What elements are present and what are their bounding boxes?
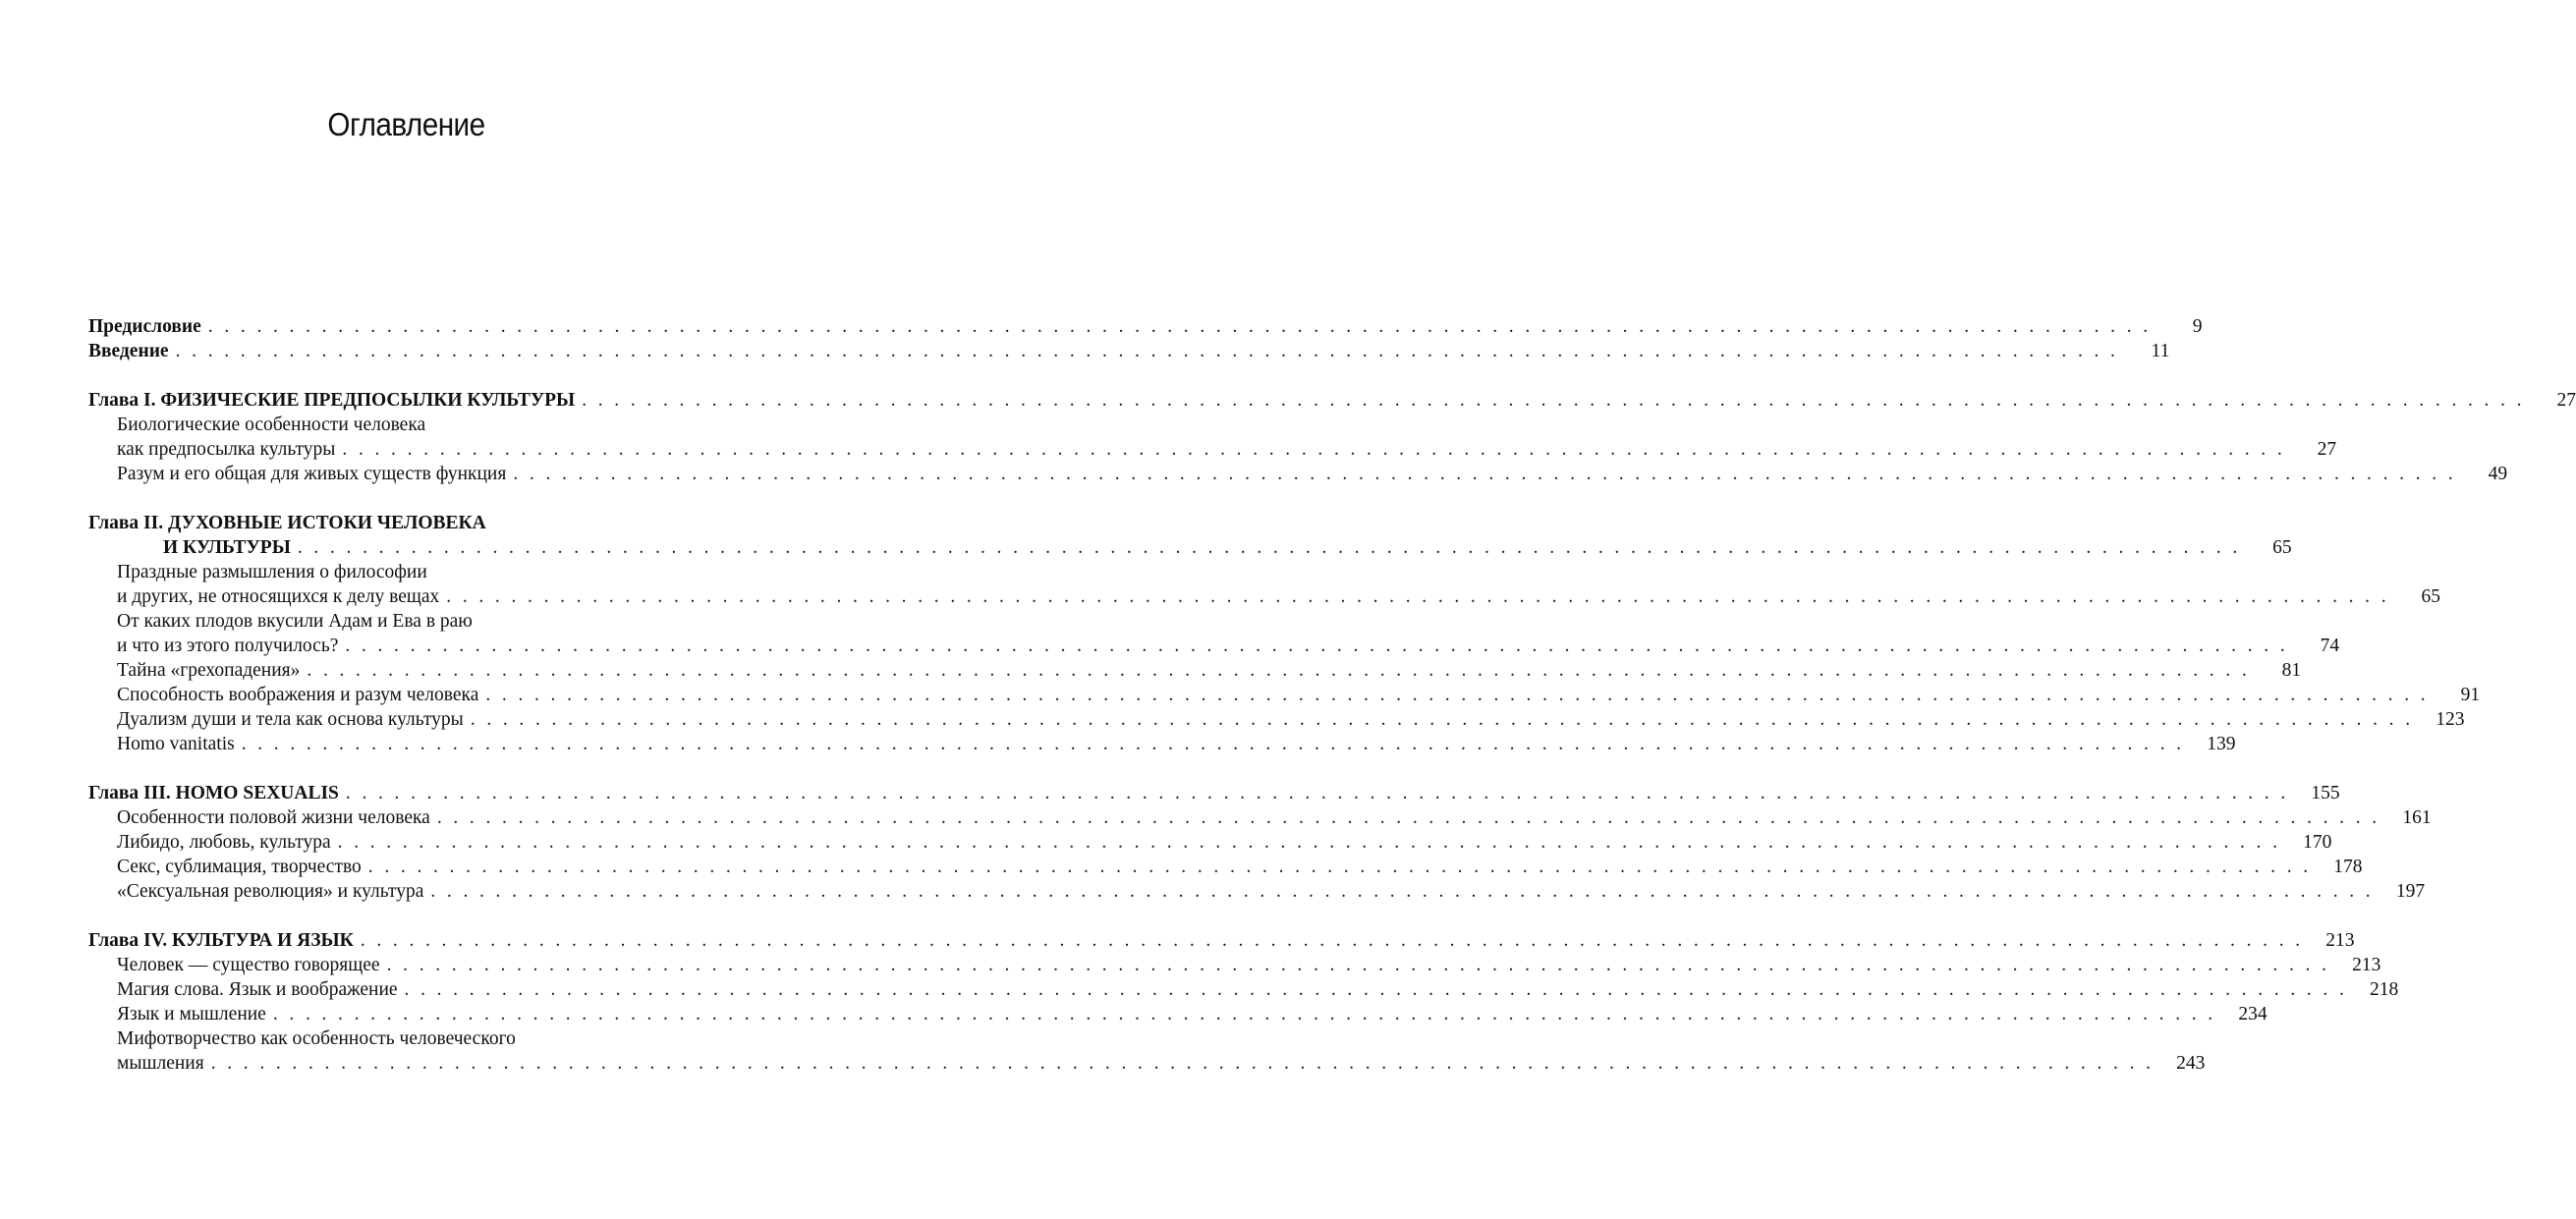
toc-chapter-entry[interactable] <box>88 314 2203 339</box>
entry-title: Язык и мышление <box>117 1004 266 1025</box>
dot-leader: . . . . . . . . . . . . . . . . . . . . . . . . . . . . . . . . . . . . . . . . . . . . . . . . . . . . . . . . . . . . . . . . . . . . . . . . . . . . . . . . . . . . . . . . . . . . . . . . . . . . . . . . . . . . . . . . . . . . . . . . <box>470 709 2414 730</box>
entry-title: Биологические особенности человека <box>117 415 426 435</box>
page-number: 234 <box>2238 1004 2268 1025</box>
toc-subsection-entry[interactable] <box>88 805 2432 830</box>
page-title: Оглавление <box>327 106 485 142</box>
entry-title: и других, не относящихся к делу вещах <box>117 586 440 607</box>
page-number: 65 <box>2421 586 2441 607</box>
toc-subsection-entry[interactable] <box>88 462 2508 486</box>
entry-title: мышления <box>117 1053 204 1074</box>
page-number: 161 <box>2402 807 2432 828</box>
toc-chapter-entry[interactable] <box>88 781 2340 805</box>
dot-leader: . . . . . . . . . . . . . . . . . . . . . . . . . . . . . . . . . . . . . . . . . . . . . . . . . . . . . . . . . . . . . . . . . . . . . . . . . . . . . . . . . . . . . . . . . . . . . . . . . . . . . . . . . . . . . . . . . . . . . . . . <box>404 979 2348 1000</box>
entry-title: Глава IV. КУЛЬТУРА И ЯЗЫК <box>88 930 354 951</box>
toc-chapter-entry[interactable] <box>88 511 709 535</box>
entry-title: Тайна «грехопадения» <box>117 660 301 681</box>
toc-chapter-entry[interactable] <box>88 535 2292 560</box>
dot-leader: . . . . . . . . . . . . . . . . . . . . . . . . . . . . . . . . . . . . . . . . . . . . . . . . . . . . . . . . . . . . . . . . . . . . . . . . . . . . . . . . . . . . . . . . . . . . . . . . . . . . . . . . . . . . . . . . . . . . . . . . <box>241 734 2185 754</box>
page-number: 218 <box>2370 979 2399 1000</box>
entry-title: Праздные размышления о философии <box>117 562 427 582</box>
entry-title: Магия слова. Язык и воображение <box>117 979 398 1000</box>
table-of-contents <box>88 314 2576 1076</box>
toc-subsection-entry[interactable] <box>88 658 2302 683</box>
toc-subsection-entry[interactable] <box>88 560 709 584</box>
toc-subsection-entry[interactable] <box>88 732 2236 756</box>
entry-title: Либидо, любовь, культура <box>117 832 331 853</box>
dot-leader: . . . . . . . . . . . . . . . . . . . . . . . . . . . . . . . . . . . . . . . . . . . . . . . . . . . . . . . . . . . . . . . . . . . . . . . . . . . . . . . . . . . . . . . . . . . . . . . . . . . . . . . . . . . . . . . . . . . . . . . . <box>436 807 2380 828</box>
entry-title: От каких плодов вкусили Адам и Ева в раю <box>117 611 473 632</box>
page-number: 243 <box>2176 1053 2206 1074</box>
toc-section <box>88 511 2481 756</box>
page-number: 27 <box>2556 390 2576 411</box>
toc-subsection-entry[interactable] <box>88 879 2426 904</box>
entry-title: как предпосылка культуры <box>117 439 336 460</box>
toc-chapter-entry[interactable] <box>88 928 2355 953</box>
toc-subsection-entry[interactable] <box>88 830 2332 855</box>
entry-title: Мифотворчество как особенность человеческого <box>117 1028 516 1049</box>
entry-title: Глава III. HOMO SEXUALIS <box>88 783 339 803</box>
entry-title: Дуализм души и тела как основа культуры <box>117 709 464 730</box>
dot-leader: . . . . . . . . . . . . . . . . . . . . . . . . . . . . . . . . . . . . . . . . . . . . . . . . . . . . . . . . . . . . . . . . . . . . . . . . . . . . . . . . . . . . . . . . . . . . . . . . . . . . . . . . . . . . . . . . . . . . . . . . <box>175 341 2119 361</box>
page-number: 178 <box>2333 857 2363 877</box>
dot-leader: . . . . . . . . . . . . . . . . . . . . . . . . . . . . . . . . . . . . . . . . . . . . . . . . . . . . . . . . . . . . . . . . . . . . . . . . . . . . . . . . . . . . . . . . . . . . . . . . . . . . . . . . . . . . . . . . . . . . . . . . <box>513 464 2457 484</box>
toc-subsection-entry[interactable] <box>88 437 2337 462</box>
dot-leader: . . . . . . . . . . . . . . . . . . . . . . . . . . . . . . . . . . . . . . . . . . . . . . . . . . . . . . . . . . . . . . . . . . . . . . . . . . . . . . . . . . . . . . . . . . . . . . . . . . . . . . . . . . . . . . . . . . . . . . . . <box>337 832 2281 853</box>
dot-leader: . . . . . . . . . . . . . . . . . . . . . . . . . . . . . . . . . . . . . . . . . . . . . . . . . . . . . . . . . . . . . . . . . . . . . . . . . . . . . . . . . . . . . . . . . . . . . . . . . . . . . . . . . . . . . . . . . . . . . . . . <box>386 955 2330 975</box>
entry-title: Способность воображения и разум человека <box>117 685 479 705</box>
toc-subsection-entry[interactable] <box>88 1002 2268 1026</box>
page-number: 49 <box>2488 464 2508 484</box>
entry-title: Человек — существо говорящее <box>117 955 380 975</box>
toc-subsection-entry[interactable] <box>88 977 2399 1002</box>
page-number: 155 <box>2311 783 2340 803</box>
toc-subsection-entry[interactable] <box>88 953 2381 977</box>
toc-subsection-entry[interactable] <box>88 1026 709 1051</box>
toc-section <box>88 314 2203 363</box>
dot-leader: . . . . . . . . . . . . . . . . . . . . . . . . . . . . . . . . . . . . . . . . . . . . . . . . . . . . . . . . . . . . . . . . . . . . . . . . . . . . . . . . . . . . . . . . . . . . . . . . . . . . . . . . . . . . . . . . . . . . . . . . <box>430 881 2375 902</box>
toc-subsection-entry[interactable] <box>88 707 2465 732</box>
dot-leader: . . . . . . . . . . . . . . . . . . . . . . . . . . . . . . . . . . . . . . . . . . . . . . . . . . . . . . . . . . . . . . . . . . . . . . . . . . . . . . . . . . . . . . . . . . . . . . . . . . . . . . . . . . . . . . . . . . . . . . . . <box>345 636 2289 656</box>
page-number: 197 <box>2395 881 2426 902</box>
page-number: 11 <box>2151 341 2170 361</box>
dot-leader: . . . . . . . . . . . . . . . . . . . . . . . . . . . . . . . . . . . . . . . . . . . . . . . . . . . . . . . . . . . . . . . . . . . . . . . . . . . . . . . . . . . . . . . . . . . . . . . . . . . . . . . . . . . . . . . . . . . . . . . . <box>342 439 2286 460</box>
toc-chapter-entry[interactable] <box>88 388 2576 413</box>
dot-leader: . . . . . . . . . . . . . . . . . . . . . . . . . . . . . . . . . . . . . . . . . . . . . . . . . . . . . . . . . . . . . . . . . . . . . . . . . . . . . . . . . . . . . . . . . . . . . . . . . . . . . . . . . . . . . . . . . . . . . . . . <box>582 390 2525 411</box>
page-number: 81 <box>2281 660 2302 681</box>
toc-subsection-entry[interactable] <box>88 855 2363 879</box>
entry-title: И КУЛЬТУРЫ <box>163 537 291 558</box>
dot-leader: . . . . . . . . . . . . . . . . . . . . . . . . . . . . . . . . . . . . . . . . . . . . . . . . . . . . . . . . . . . . . . . . . . . . . . . . . . . . . . . . . . . . . . . . . . . . . . . . . . . . . . . . . . . . . . . . . . . . . . . . <box>297 537 2241 558</box>
dot-leader: . . . . . . . . . . . . . . . . . . . . . . . . . . . . . . . . . . . . . . . . . . . . . . . . . . . . . . . . . . . . . . . . . . . . . . . . . . . . . . . . . . . . . . . . . . . . . . . . . . . . . . . . . . . . . . . . . . . . . . . . <box>360 930 2304 951</box>
entry-title: Секс, сублимация, творчество <box>117 857 362 877</box>
entry-title: Глава II. ДУХОВНЫЕ ИСТОКИ ЧЕЛОВЕКА <box>88 513 486 533</box>
toc-section <box>88 928 2399 1076</box>
page-number: 9 <box>2192 316 2203 337</box>
toc-section <box>88 781 2432 904</box>
entry-title: Глава I. ФИЗИЧЕСКИЕ ПРЕДПОСЫЛКИ КУЛЬТУРЫ <box>88 390 576 411</box>
page-number: 213 <box>2352 955 2381 975</box>
entry-title: «Сексуальная революция» и культура <box>117 881 424 902</box>
page-number: 74 <box>2320 636 2340 656</box>
dot-leader: . . . . . . . . . . . . . . . . . . . . . . . . . . . . . . . . . . . . . . . . . . . . . . . . . . . . . . . . . . . . . . . . . . . . . . . . . . . . . . . . . . . . . . . . . . . . . . . . . . . . . . . . . . . . . . . . . . . . . . . . <box>485 685 2430 705</box>
dot-leader: . . . . . . . . . . . . . . . . . . . . . . . . . . . . . . . . . . . . . . . . . . . . . . . . . . . . . . . . . . . . . . . . . . . . . . . . . . . . . . . . . . . . . . . . . . . . . . . . . . . . . . . . . . . . . . . . . . . . . . . . <box>210 1053 2155 1074</box>
toc-subsection-entry[interactable] <box>88 683 2481 707</box>
toc-subsection-entry[interactable] <box>88 609 709 634</box>
toc-chapter-entry[interactable] <box>88 339 2170 363</box>
page-number: 65 <box>2272 537 2292 558</box>
dot-leader: . . . . . . . . . . . . . . . . . . . . . . . . . . . . . . . . . . . . . . . . . . . . . . . . . . . . . . . . . . . . . . . . . . . . . . . . . . . . . . . . . . . . . . . . . . . . . . . . . . . . . . . . . . . . . . . . . . . . . . . . <box>307 660 2251 681</box>
toc-subsection-entry[interactable] <box>88 634 2340 658</box>
entry-title: Особенности половой жизни человека <box>117 807 430 828</box>
entry-title: Предисловие <box>88 316 201 337</box>
toc-subsection-entry[interactable] <box>88 584 2441 609</box>
page-number: 123 <box>2436 709 2465 730</box>
page-number: 27 <box>2317 439 2337 460</box>
entry-title: и что из этого получилось? <box>117 636 339 656</box>
page-number: 139 <box>2207 734 2236 754</box>
page-number: 213 <box>2325 930 2355 951</box>
entry-title: Введение <box>88 341 169 361</box>
dot-leader: . . . . . . . . . . . . . . . . . . . . . . . . . . . . . . . . . . . . . . . . . . . . . . . . . . . . . . . . . . . . . . . . . . . . . . . . . . . . . . . . . . . . . . . . . . . . . . . . . . . . . . . . . . . . . . . . . . . . . . . . <box>345 783 2289 803</box>
dot-leader: . . . . . . . . . . . . . . . . . . . . . . . . . . . . . . . . . . . . . . . . . . . . . . . . . . . . . . . . . . . . . . . . . . . . . . . . . . . . . . . . . . . . . . . . . . . . . . . . . . . . . . . . . . . . . . . . . . . . . . . . <box>446 586 2390 607</box>
toc-section <box>88 388 2576 486</box>
toc-subsection-entry[interactable] <box>88 413 709 437</box>
entry-title: Homo vanitatis <box>117 734 235 754</box>
toc-subsection-entry[interactable] <box>88 1051 2206 1076</box>
dot-leader: . . . . . . . . . . . . . . . . . . . . . . . . . . . . . . . . . . . . . . . . . . . . . . . . . . . . . . . . . . . . . . . . . . . . . . . . . . . . . . . . . . . . . . . . . . . . . . . . . . . . . . . . . . . . . . . . . . . . . . . . <box>272 1004 2216 1025</box>
entry-title: Разум и его общая для живых существ функция <box>117 464 507 484</box>
dot-leader: . . . . . . . . . . . . . . . . . . . . . . . . . . . . . . . . . . . . . . . . . . . . . . . . . . . . . . . . . . . . . . . . . . . . . . . . . . . . . . . . . . . . . . . . . . . . . . . . . . . . . . . . . . . . . . . . . . . . . . . . <box>207 316 2152 337</box>
page-number: 91 <box>2460 685 2481 705</box>
dot-leader: . . . . . . . . . . . . . . . . . . . . . . . . . . . . . . . . . . . . . . . . . . . . . . . . . . . . . . . . . . . . . . . . . . . . . . . . . . . . . . . . . . . . . . . . . . . . . . . . . . . . . . . . . . . . . . . . . . . . . . . . <box>367 857 2312 877</box>
page-number: 170 <box>2303 832 2332 853</box>
